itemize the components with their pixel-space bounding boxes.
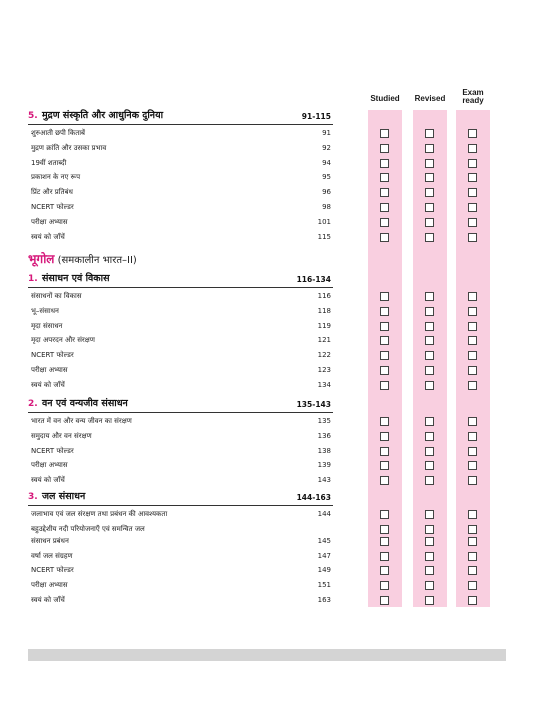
studied-checkbox[interactable]	[380, 432, 389, 441]
topic-label: बहुउद्देशीय नदी परियोजनाएँ एवं समन्वित जल	[31, 524, 145, 533]
studied-column-header: Studied	[370, 94, 400, 103]
revised-checkbox[interactable]	[425, 336, 434, 345]
topic-row	[0, 157, 534, 170]
topic-row	[0, 334, 534, 347]
topic-label: NCERT फोल्डर	[31, 566, 74, 575]
topic-row	[0, 186, 534, 199]
topic-row	[0, 430, 534, 443]
topic-page-number: 136	[317, 431, 331, 440]
exam-ready-checkbox[interactable]	[468, 510, 477, 519]
topic-label: संसाधन प्रबंधन	[31, 536, 69, 545]
topic-page-number: 151	[317, 581, 331, 590]
topic-label: प्रिंट और प्रतिबंध	[31, 188, 73, 197]
exam-ready-checkbox[interactable]	[468, 476, 477, 485]
topic-page-number: 101	[317, 217, 331, 226]
topic-label: स्वयं को जाँचें	[31, 476, 65, 485]
studied-checkbox[interactable]	[380, 581, 389, 590]
topic-label: शुरुआती छपी किताबें	[31, 129, 86, 137]
exam-ready-checkbox[interactable]	[468, 173, 477, 182]
studied-checkbox[interactable]	[380, 129, 389, 138]
studied-checkbox[interactable]	[380, 159, 389, 168]
studied-checkbox[interactable]	[380, 292, 389, 301]
exam-ready-checkbox[interactable]	[468, 322, 477, 331]
studied-checkbox[interactable]	[380, 203, 389, 212]
exam-ready-checkbox[interactable]	[468, 307, 477, 316]
exam-ready-checkbox[interactable]	[468, 461, 477, 470]
revised-checkbox[interactable]	[425, 432, 434, 441]
topic-row	[0, 535, 534, 548]
topic-label: स्वयं को जाँचें	[31, 380, 65, 389]
topic-label: वर्षा जल संग्रहण	[31, 551, 73, 560]
topic-row	[0, 579, 534, 592]
studied-checkbox[interactable]	[380, 537, 389, 546]
topic-row	[0, 594, 534, 607]
exam-ready-checkbox[interactable]	[468, 566, 477, 575]
section-title: मुद्रण संस्कृति और आधुनिक दुनिया	[42, 110, 164, 121]
studied-checkbox[interactable]	[380, 525, 389, 534]
exam-ready-checkbox[interactable]	[468, 129, 477, 138]
section-page-range: 116-134	[296, 275, 331, 284]
topic-row	[0, 127, 534, 140]
exam-ready-checkbox[interactable]	[468, 381, 477, 390]
topic-page-number: 122	[317, 351, 331, 360]
revised-checkbox[interactable]	[425, 144, 434, 153]
studied-checkbox[interactable]	[380, 366, 389, 375]
section-header	[28, 398, 333, 413]
topic-label: स्वयं को जाँचें	[31, 232, 65, 241]
topic-label: मृदा अपरदन और संरक्षण	[31, 336, 95, 345]
revised-checkbox[interactable]	[425, 461, 434, 470]
topic-page-number: 163	[317, 596, 331, 604]
footer-bar	[28, 649, 506, 661]
revised-checkbox[interactable]	[425, 203, 434, 212]
topic-label: NCERT फोल्डर	[31, 446, 74, 455]
section-header	[28, 110, 333, 125]
exam-ready-checkbox[interactable]	[468, 159, 477, 168]
exam-ready-checkbox[interactable]	[468, 218, 477, 227]
topic-label: मृदा संसाधन	[31, 321, 63, 330]
topic-row	[0, 349, 534, 362]
revised-checkbox[interactable]	[425, 218, 434, 227]
topic-page-number: 121	[317, 336, 331, 345]
topic-page-number: 144	[317, 510, 331, 518]
topic-page-number: 116	[317, 292, 331, 300]
revised-checkbox[interactable]	[425, 307, 434, 316]
exam-ready-checkbox[interactable]	[468, 336, 477, 345]
studied-checkbox[interactable]	[380, 510, 389, 519]
revised-checkbox[interactable]	[425, 510, 434, 519]
topic-label: प्रकाशन के नए रूप	[31, 173, 81, 182]
studied-checkbox[interactable]	[380, 566, 389, 575]
revised-checkbox[interactable]	[425, 537, 434, 546]
topic-page-number: 143	[317, 476, 331, 485]
revised-checkbox[interactable]	[425, 566, 434, 575]
studied-checkbox[interactable]	[380, 476, 389, 485]
studied-checkbox[interactable]	[380, 144, 389, 153]
revised-checkbox[interactable]	[425, 476, 434, 485]
studied-checkbox[interactable]	[380, 417, 389, 426]
section-title: जल संसाधन	[42, 491, 86, 502]
revised-checkbox[interactable]	[425, 447, 434, 456]
subject-heading	[28, 251, 137, 269]
studied-checkbox[interactable]	[380, 596, 389, 605]
revised-checkbox[interactable]	[425, 351, 434, 360]
studied-checkbox[interactable]	[380, 218, 389, 227]
section-header	[28, 491, 333, 506]
topic-row	[0, 445, 534, 458]
exam-ready-checkbox[interactable]	[468, 188, 477, 197]
topic-label: भारत में वन और वन्य जीवन का संरक्षण	[31, 417, 132, 425]
section-number: 2.	[28, 399, 38, 409]
studied-checkbox[interactable]	[380, 173, 389, 182]
exam-ready-checkbox[interactable]	[468, 417, 477, 426]
revised-checkbox[interactable]	[425, 322, 434, 331]
revised-checkbox[interactable]	[425, 188, 434, 197]
studied-checkbox[interactable]	[380, 461, 389, 470]
topic-row	[0, 142, 534, 155]
section-title: वन एवं वन्यजीव संसाधन	[42, 398, 128, 409]
subject-subtitle: (समकालीन भारत–II)	[54, 255, 137, 266]
topic-page-number: 135	[317, 417, 331, 425]
topic-label: मुद्रण क्रांति और उसका प्रभाव	[31, 143, 107, 152]
section-number: 1.	[28, 274, 38, 284]
exam-ready-checkbox[interactable]	[468, 233, 477, 242]
topic-page-number: 138	[317, 446, 331, 455]
section-page-range: 91-115	[301, 112, 331, 121]
exam-ready-checkbox[interactable]	[468, 351, 477, 360]
studied-checkbox[interactable]	[380, 447, 389, 456]
studied-checkbox[interactable]	[380, 307, 389, 316]
subject-title: भूगोल	[28, 252, 55, 266]
revised-checkbox[interactable]	[425, 366, 434, 375]
topic-label: परीक्षा अभ्यास	[31, 461, 68, 470]
exam-ready-checkbox[interactable]	[468, 203, 477, 212]
exam-ready-checkbox[interactable]	[468, 432, 477, 441]
section-number: 3.	[28, 492, 38, 502]
revised-checkbox[interactable]	[425, 233, 434, 242]
topic-row	[0, 231, 534, 244]
topic-label: समुदाय और वन संरक्षण	[31, 431, 92, 440]
topic-row	[0, 379, 534, 392]
section-title: संसाधन एवं विकास	[42, 273, 110, 284]
studied-checkbox[interactable]	[380, 233, 389, 242]
topic-page-number: 118	[317, 306, 331, 315]
topic-row	[0, 415, 534, 428]
section-header	[28, 273, 333, 288]
exam-ready-checkbox[interactable]	[468, 447, 477, 456]
topic-page-number: 147	[317, 551, 331, 560]
topic-row	[0, 474, 534, 487]
topic-label: संसाधनों का विकास	[31, 292, 82, 300]
topic-page-number: 96	[322, 188, 331, 197]
section-page-range: 144-163	[296, 493, 331, 502]
studied-checkbox[interactable]	[380, 322, 389, 331]
revised-column-header: Revised	[414, 94, 446, 103]
studied-checkbox[interactable]	[380, 351, 389, 360]
exam-ready-checkbox[interactable]	[468, 144, 477, 153]
exam-ready-column-header	[448, 89, 498, 105]
studied-checkbox[interactable]	[380, 381, 389, 390]
topic-page-number: 149	[317, 566, 331, 575]
topic-page-number: 98	[322, 203, 331, 211]
topic-row	[0, 508, 534, 521]
topic-label: जलाभाव एवं जल संरक्षण तथा प्रबंधन की आवश्यकता	[31, 510, 168, 518]
topic-row	[0, 171, 534, 184]
topic-page-number: 94	[322, 158, 331, 167]
exam-ready-checkbox[interactable]	[468, 552, 477, 561]
topic-page-number: 91	[322, 129, 331, 137]
topic-label: 19वीं शताब्दी	[31, 158, 67, 167]
studied-checkbox[interactable]	[380, 336, 389, 345]
topic-page-number: 134	[317, 380, 331, 389]
exam-ready-checkbox[interactable]	[468, 292, 477, 301]
exam-ready-checkbox[interactable]	[468, 366, 477, 375]
topic-row	[0, 216, 534, 229]
revised-checkbox[interactable]	[425, 129, 434, 138]
topic-row	[0, 459, 534, 472]
section-number: 5.	[28, 111, 38, 121]
topic-row	[0, 305, 534, 318]
topic-label: स्वयं को जाँचें	[31, 596, 65, 604]
topic-page-number: 139	[317, 461, 331, 470]
topic-label: परीक्षा अभ्यास	[31, 366, 68, 374]
section-page-range: 135-143	[296, 400, 331, 409]
topic-label: NCERT फोल्डर	[31, 203, 74, 211]
topic-page-number: 119	[317, 321, 331, 330]
topic-page-number: 92	[322, 143, 331, 152]
exam-ready-checkbox[interactable]	[468, 525, 477, 534]
topic-label: NCERT फोल्डर	[31, 351, 74, 360]
revised-checkbox[interactable]	[425, 173, 434, 182]
revised-checkbox[interactable]	[425, 292, 434, 301]
revised-checkbox[interactable]	[425, 417, 434, 426]
exam-ready-header-line2: ready	[462, 96, 484, 105]
topic-label: परीक्षा अभ्यास	[31, 581, 68, 590]
exam-ready-checkbox[interactable]	[468, 537, 477, 546]
topic-row	[0, 320, 534, 333]
revised-checkbox[interactable]	[425, 552, 434, 561]
revised-checkbox[interactable]	[425, 525, 434, 534]
topic-row	[0, 564, 534, 577]
topic-row	[0, 201, 534, 214]
exam-ready-checkbox[interactable]	[468, 596, 477, 605]
topic-page-number: 115	[317, 232, 331, 241]
studied-checkbox[interactable]	[380, 552, 389, 561]
topic-label: परीक्षा अभ्यास	[31, 217, 68, 226]
topic-row	[0, 364, 534, 377]
revised-checkbox[interactable]	[425, 596, 434, 605]
topic-page-number: 95	[322, 173, 331, 182]
topic-page-number: 145	[317, 536, 331, 545]
revised-checkbox[interactable]	[425, 159, 434, 168]
topic-row	[0, 290, 534, 303]
studied-checkbox[interactable]	[380, 188, 389, 197]
revised-checkbox[interactable]	[425, 381, 434, 390]
exam-ready-header-line1: Exam	[462, 88, 484, 97]
topic-row	[0, 550, 534, 563]
revised-checkbox[interactable]	[425, 581, 434, 590]
topic-page-number: 123	[317, 366, 331, 374]
topic-label: भू–संसाधन	[31, 306, 59, 315]
exam-ready-checkbox[interactable]	[468, 581, 477, 590]
